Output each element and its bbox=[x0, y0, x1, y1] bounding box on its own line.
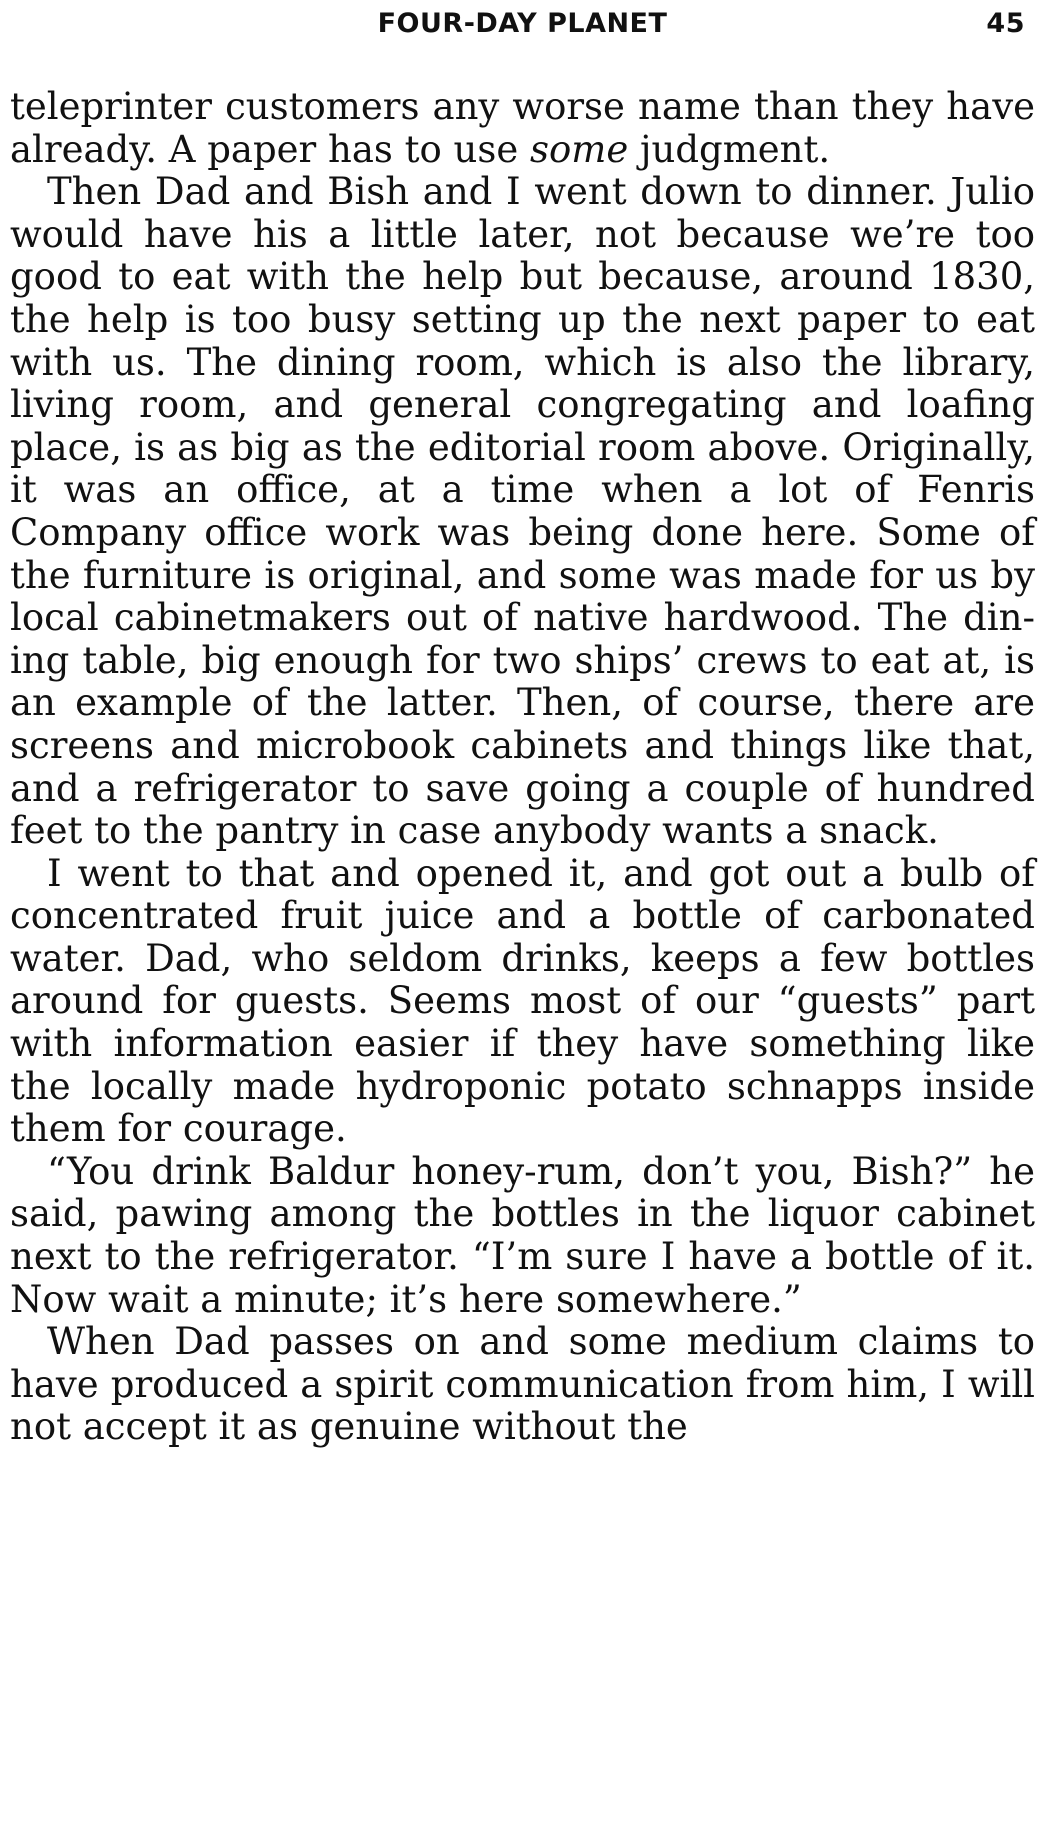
paragraph-text: teleprinter customers any worse name than they have already. A paper has to use bbox=[10, 85, 1035, 171]
paragraph: I went to that and opened it, and got out a bulb of concentrated fruit juice and a bottle of carbonated water. Dad, who seldom drinks, keeps a few bottles around for guests. Seems most of our “guests” part with information easier if they have something like the locally made hydroponic potato schnapps inside them for courage. bbox=[10, 851, 1035, 1151]
paragraph: When Dad passes on and some medium claims to have produced a spirit communication from him, I will not accept it as genuine without the bbox=[10, 1320, 1035, 1449]
running-head bbox=[10, 0, 1035, 48]
running-title: FOUR-DAY PLANET bbox=[377, 8, 668, 39]
emphasis-text: some bbox=[530, 127, 629, 171]
paragraph-text: judgment. bbox=[628, 127, 831, 171]
page-number: 45 bbox=[986, 8, 1025, 39]
paragraph: “You drink Baldur honey-rum, don’t you, Bish?” he said, pawing among the bottles in the liquor cabinet next to the refrigerator. “I’m sure I have a bottle of it. Now wait a minute; it’s here somewhere.” bbox=[10, 1149, 1035, 1321]
paragraph: Then Dad and Bish and I went down to dinner. Julio would have his a little later, not because we’re too good to eat with the help but because, around 1830, the help is too busy setting up the next paper to eat with us. The dining room, which is also the library, living room, and general congregating and loafing place, is as big as the editorial room above. Originally, it was an office, at a time when a lot of Fenris Company office work was being done here. Some of the furniture is original, and some was made for us by local cabinetmakers out of native hardwood. The dining table, big enough for two ships’ crews to eat at, is an example of the latter. Then, of course, there are screens and microbook cabinets and things like that, and a refrigerator to save going a couple of hundred feet to the pantry in case anybody wants a snack. bbox=[10, 170, 1035, 853]
paragraph-continued bbox=[10, 86, 1035, 171]
body-text bbox=[10, 86, 1035, 1449]
